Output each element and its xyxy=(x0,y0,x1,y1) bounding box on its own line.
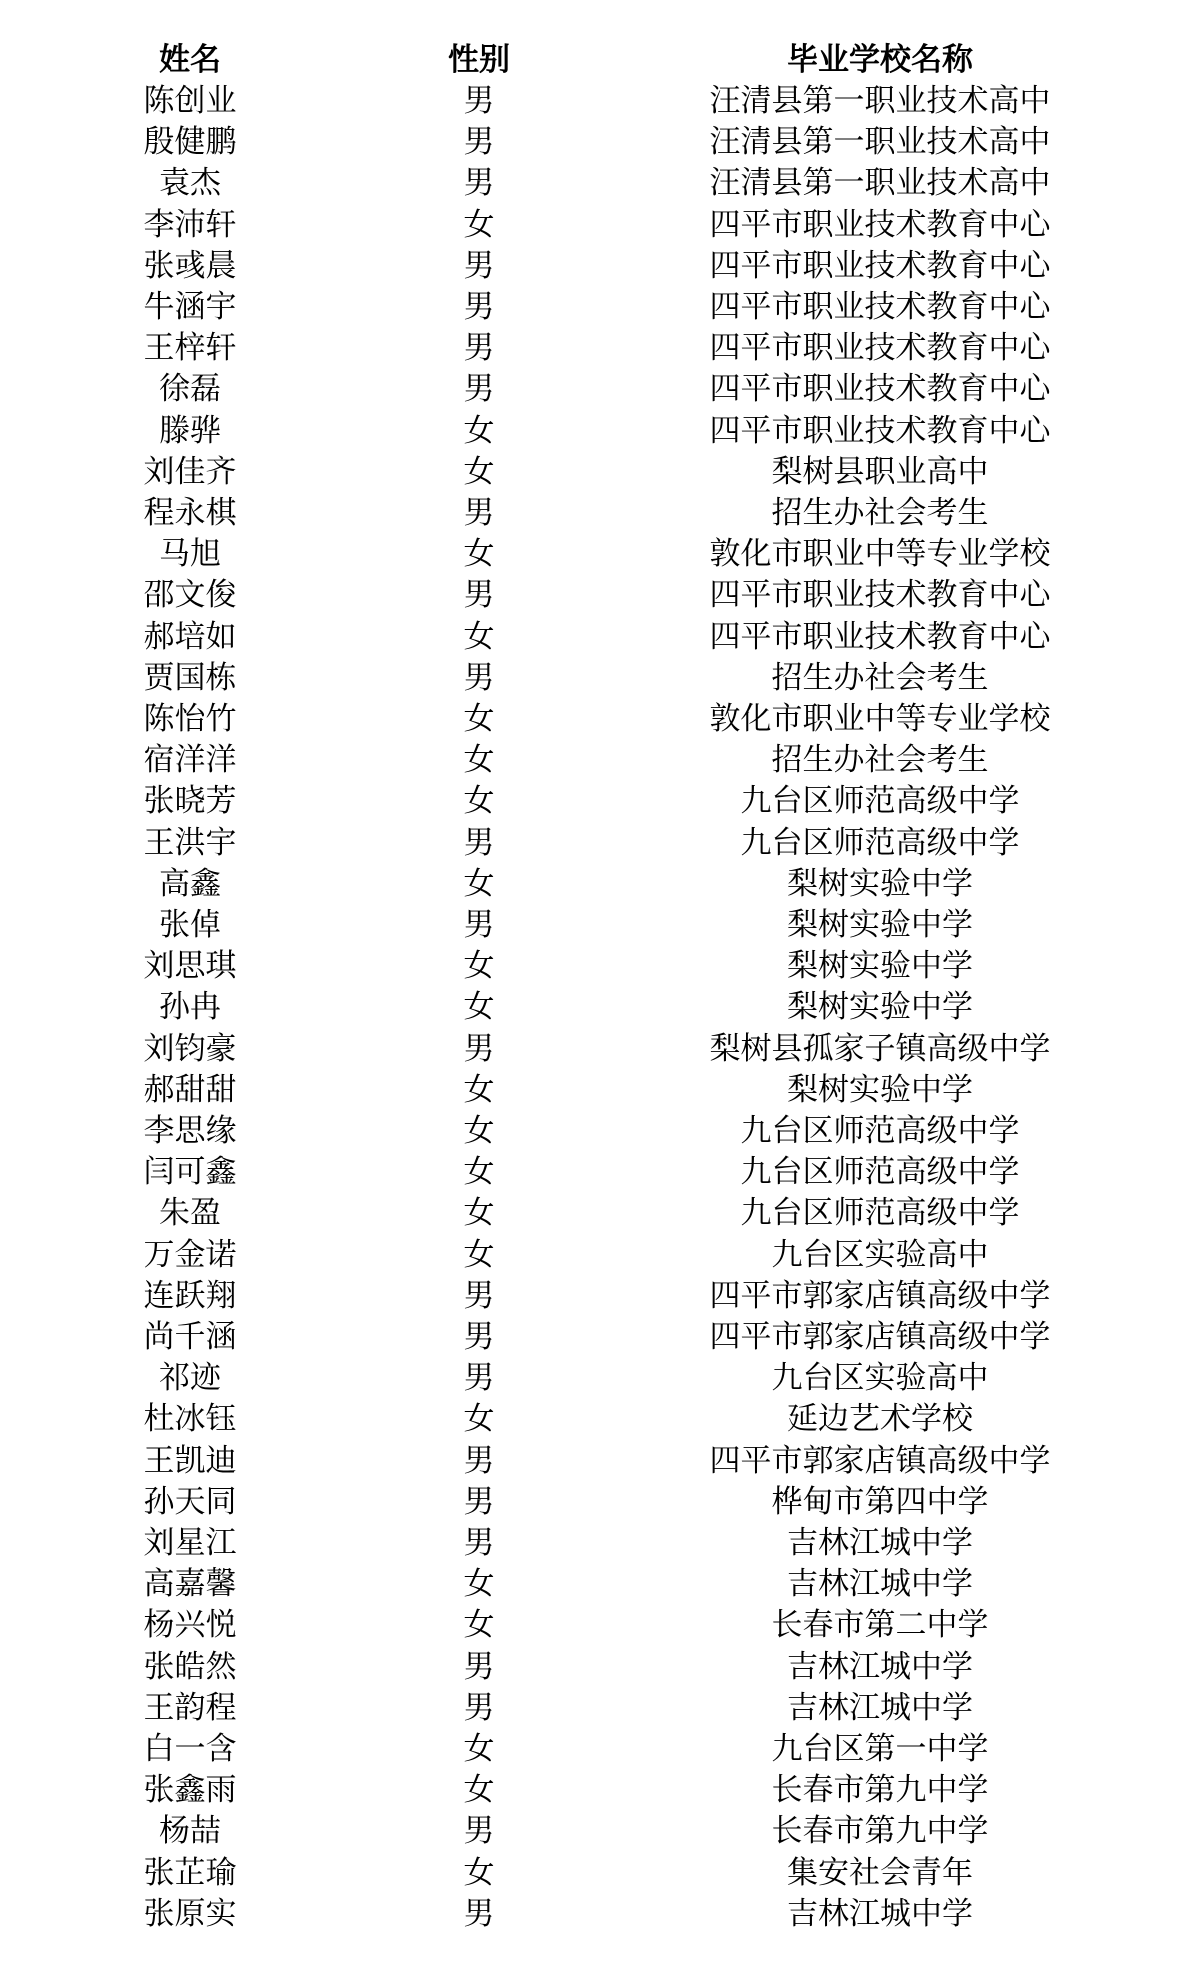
table-row xyxy=(0,246,1188,287)
graduation-school: 延边艺术学校 xyxy=(787,1401,973,1438)
graduation-school: 九台区师范高级中学 xyxy=(740,824,1020,861)
student-sex: 男 xyxy=(463,1813,495,1850)
student-name: 徐磊 xyxy=(159,371,221,408)
table-row xyxy=(0,699,1188,740)
graduation-school: 九台区师范高级中学 xyxy=(740,1113,1020,1149)
student-name: 张彧晨 xyxy=(143,247,237,284)
student-sex: 男 xyxy=(463,659,495,696)
table-row xyxy=(0,987,1188,1028)
table-row xyxy=(0,1647,1188,1688)
student-sex: 女 xyxy=(463,1195,495,1232)
student-name: 滕骅 xyxy=(159,412,221,449)
graduation-school: 长春市第九中学 xyxy=(771,1772,989,1809)
graduation-school: 吉林江城中学 xyxy=(787,1566,973,1603)
student-sex: 女 xyxy=(463,453,495,490)
table-row xyxy=(0,1770,1188,1811)
student-sex: 男 xyxy=(463,1030,495,1067)
table-row xyxy=(0,864,1188,905)
graduation-school: 招生办社会考生 xyxy=(771,495,989,531)
student-sex: 男 xyxy=(463,1277,495,1314)
student-name: 王梓轩 xyxy=(143,330,237,367)
table-row xyxy=(0,1605,1188,1646)
table-row xyxy=(0,1729,1188,1770)
table-row xyxy=(0,575,1188,616)
student-sex: 男 xyxy=(463,1483,495,1520)
student-name: 高嘉馨 xyxy=(143,1566,237,1603)
student-sex: 女 xyxy=(463,412,495,449)
student-sex: 女 xyxy=(463,1607,495,1644)
graduation-school: 吉林江城中学 xyxy=(787,1689,973,1726)
graduation-school: 招生办社会考生 xyxy=(771,742,989,779)
student-name: 袁杰 xyxy=(159,165,221,202)
table-row xyxy=(0,1399,1188,1440)
student-sex: 男 xyxy=(463,1360,495,1397)
student-sex: 女 xyxy=(463,948,495,985)
student-name: 张皓然 xyxy=(143,1648,237,1685)
graduation-school: 九台区实验高中 xyxy=(771,1360,989,1397)
graduation-school: 汪清县第一职业技术高中 xyxy=(709,124,1051,161)
student-name: 张原实 xyxy=(143,1895,237,1932)
student-sex: 女 xyxy=(463,536,495,573)
header-name: 姓名 xyxy=(159,42,221,78)
graduation-school: 梨树实验中学 xyxy=(787,1071,973,1108)
student-name: 高鑫 xyxy=(159,865,221,902)
student-name: 张倬 xyxy=(159,907,221,943)
graduation-school: 汪清县第一职业技术高中 xyxy=(709,83,1051,119)
graduation-school: 四平市职业技术教育中心 xyxy=(709,371,1051,408)
student-name: 刘思琪 xyxy=(143,948,237,985)
student-sex: 男 xyxy=(463,124,495,161)
student-name: 闫可鑫 xyxy=(143,1154,237,1191)
graduation-school: 梨树实验中学 xyxy=(787,989,973,1026)
graduation-school: 四平市职业技术教育中心 xyxy=(709,206,1051,243)
student-name: 张芷瑜 xyxy=(143,1854,237,1891)
student-sex: 男 xyxy=(463,1895,495,1932)
table-row xyxy=(0,1070,1188,1111)
student-sex: 男 xyxy=(463,1689,495,1726)
graduation-school: 长春市第九中学 xyxy=(771,1813,989,1850)
graduation-school: 四平市郭家店镇高级中学 xyxy=(709,1442,1051,1479)
graduation-school: 桦甸市第四中学 xyxy=(771,1483,989,1520)
student-sex: 男 xyxy=(463,495,495,531)
student-sex: 男 xyxy=(463,577,495,614)
student-sex: 女 xyxy=(463,1731,495,1767)
graduation-school: 梨树实验中学 xyxy=(787,865,973,902)
table-row xyxy=(0,781,1188,822)
graduation-school: 九台区实验高中 xyxy=(771,1236,989,1273)
graduation-school: 长春市第二中学 xyxy=(771,1607,989,1644)
student-name: 刘星江 xyxy=(143,1525,237,1561)
student-name: 程永棋 xyxy=(143,495,237,531)
table-row xyxy=(0,122,1188,163)
student-sex: 男 xyxy=(463,330,495,367)
student-name: 王韵程 xyxy=(143,1689,237,1726)
table-row xyxy=(0,205,1188,246)
student-sex: 女 xyxy=(463,989,495,1026)
table-row xyxy=(0,658,1188,699)
table-row xyxy=(0,617,1188,658)
graduation-school: 梨树实验中学 xyxy=(787,948,973,985)
graduation-school: 梨树县孤家子镇高级中学 xyxy=(709,1030,1051,1067)
graduation-school: 敦化市职业中等专业学校 xyxy=(709,701,1051,737)
graduation-school: 九台区师范高级中学 xyxy=(740,783,1020,820)
student-sex: 女 xyxy=(463,1154,495,1191)
student-name: 连跃翔 xyxy=(143,1277,237,1314)
table-row xyxy=(0,1482,1188,1523)
student-name: 朱盈 xyxy=(159,1195,221,1232)
table-row xyxy=(0,1811,1188,1852)
student-sex: 男 xyxy=(463,824,495,861)
student-name: 杨喆 xyxy=(159,1813,221,1850)
student-name: 陈创业 xyxy=(143,83,237,119)
graduation-school: 四平市郭家店镇高级中学 xyxy=(709,1277,1051,1314)
table-row xyxy=(0,1358,1188,1399)
graduation-school: 吉林江城中学 xyxy=(787,1895,973,1932)
student-sex: 女 xyxy=(463,1071,495,1108)
student-name: 邵文俊 xyxy=(143,577,237,614)
student-sex: 女 xyxy=(463,206,495,243)
student-sex: 男 xyxy=(463,247,495,284)
student-sex: 女 xyxy=(463,1236,495,1273)
student-name: 贾国栋 xyxy=(143,659,237,696)
student-sex: 女 xyxy=(463,742,495,779)
student-name: 王凯迪 xyxy=(143,1442,237,1479)
table-row xyxy=(0,81,1188,122)
student-name: 尚千涵 xyxy=(143,1319,237,1355)
student-name: 郝甜甜 xyxy=(143,1071,237,1108)
student-sex: 女 xyxy=(463,701,495,737)
student-name: 殷健鹏 xyxy=(143,124,237,161)
student-sex: 男 xyxy=(463,1648,495,1685)
student-name: 杜冰钰 xyxy=(143,1401,237,1438)
student-name: 郝培如 xyxy=(143,618,237,655)
student-sex: 男 xyxy=(463,289,495,325)
table-row xyxy=(0,823,1188,864)
student-name: 张鑫雨 xyxy=(143,1772,237,1809)
table-header-row xyxy=(0,40,1188,81)
graduation-school: 四平市职业技术教育中心 xyxy=(709,412,1051,449)
table-row xyxy=(0,1193,1188,1234)
table-row xyxy=(0,1688,1188,1729)
student-name: 孙冉 xyxy=(159,989,221,1026)
table-row xyxy=(0,1894,1188,1935)
student-sex: 女 xyxy=(463,1113,495,1149)
student-sex: 女 xyxy=(463,1854,495,1891)
graduation-school: 敦化市职业中等专业学校 xyxy=(709,536,1051,573)
table-row xyxy=(0,1564,1188,1605)
graduation-school: 四平市职业技术教育中心 xyxy=(709,577,1051,614)
student-sex: 男 xyxy=(463,371,495,408)
student-name: 马旭 xyxy=(159,536,221,573)
graduation-school: 四平市职业技术教育中心 xyxy=(709,330,1051,367)
table-row xyxy=(0,1853,1188,1894)
student-name: 祁迹 xyxy=(159,1360,221,1397)
graduation-school: 汪清县第一职业技术高中 xyxy=(709,165,1051,202)
table-row xyxy=(0,534,1188,575)
table-row xyxy=(0,411,1188,452)
table-row xyxy=(0,905,1188,946)
student-sex: 女 xyxy=(463,1401,495,1438)
graduation-school: 四平市职业技术教育中心 xyxy=(709,618,1051,655)
student-name: 李思缘 xyxy=(143,1113,237,1149)
student-name: 孙天同 xyxy=(143,1483,237,1520)
student-sex: 女 xyxy=(463,783,495,820)
student-sex: 男 xyxy=(463,83,495,119)
table-row xyxy=(0,1441,1188,1482)
student-name: 刘钧豪 xyxy=(143,1030,237,1067)
student-name: 李沛轩 xyxy=(143,206,237,243)
graduation-school: 九台区师范高级中学 xyxy=(740,1195,1020,1232)
table-row xyxy=(0,369,1188,410)
table-row xyxy=(0,1111,1188,1152)
table-row xyxy=(0,1235,1188,1276)
student-name: 陈怡竹 xyxy=(143,701,237,737)
table-row xyxy=(0,452,1188,493)
table-row xyxy=(0,287,1188,328)
graduation-school: 四平市郭家店镇高级中学 xyxy=(709,1319,1051,1355)
table-row xyxy=(0,1317,1188,1358)
graduation-school: 梨树实验中学 xyxy=(787,907,973,943)
student-sex: 男 xyxy=(463,1442,495,1479)
graduation-school: 九台区第一中学 xyxy=(771,1731,989,1767)
student-name: 杨兴悦 xyxy=(143,1607,237,1644)
table-row xyxy=(0,740,1188,781)
student-sex: 女 xyxy=(463,1772,495,1809)
graduation-school: 吉林江城中学 xyxy=(787,1525,973,1561)
student-sex: 男 xyxy=(463,1319,495,1355)
graduation-school: 四平市职业技术教育中心 xyxy=(709,247,1051,284)
student-sex: 女 xyxy=(463,1566,495,1603)
student-name: 王洪宇 xyxy=(143,824,237,861)
student-sex: 男 xyxy=(463,1525,495,1561)
header-school: 毕业学校名称 xyxy=(787,42,973,78)
student-name: 白一含 xyxy=(143,1731,237,1767)
student-sex: 女 xyxy=(463,865,495,902)
table-row xyxy=(0,946,1188,987)
table-row xyxy=(0,1152,1188,1193)
student-name: 牛涵宇 xyxy=(143,289,237,325)
graduation-school: 招生办社会考生 xyxy=(771,659,989,696)
table-row xyxy=(0,1523,1188,1564)
table-row xyxy=(0,163,1188,204)
student-sex: 男 xyxy=(463,907,495,943)
graduation-school: 四平市职业技术教育中心 xyxy=(709,289,1051,325)
table-row xyxy=(0,1276,1188,1317)
graduation-school: 吉林江城中学 xyxy=(787,1648,973,1685)
header-sex: 性别 xyxy=(448,42,510,78)
student-name: 张晓芳 xyxy=(143,783,237,820)
graduation-school: 集安社会青年 xyxy=(787,1854,973,1891)
student-name: 刘佳齐 xyxy=(143,453,237,490)
student-name: 宿洋洋 xyxy=(143,742,237,779)
table-row xyxy=(0,1029,1188,1070)
student-sex: 男 xyxy=(463,165,495,202)
student-name: 万金诺 xyxy=(143,1236,237,1273)
graduation-school: 梨树县职业高中 xyxy=(771,453,989,490)
graduation-school: 九台区师范高级中学 xyxy=(740,1154,1020,1191)
table-row xyxy=(0,493,1188,534)
table-row xyxy=(0,328,1188,369)
student-sex: 女 xyxy=(463,618,495,655)
